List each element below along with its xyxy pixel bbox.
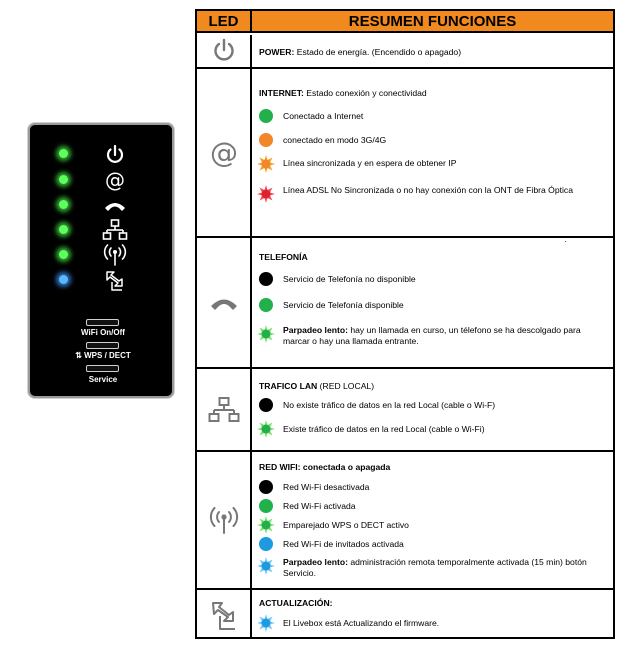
black-led-dot (259, 480, 273, 494)
blue-blinking-led-icon (257, 557, 275, 575)
black-led-dot (259, 272, 273, 286)
svg-text:@: @ (105, 168, 125, 192)
service-button[interactable] (86, 365, 119, 372)
black-led-dot (259, 398, 273, 412)
item-text: No existe tráfico de datos en la red Local (cable o Wi-F) (283, 400, 496, 410)
lan-title (259, 381, 374, 392)
blue-led-dot (259, 537, 273, 551)
item-text: Red Wi-Fi de invitados activada (283, 539, 404, 549)
header-led: LED (197, 11, 252, 33)
wifi-onoff-button[interactable] (86, 319, 119, 326)
power-title-rest: Estado de energía. (Encendido o apagado) (294, 47, 462, 57)
item-text: Red Wi-Fi activada (283, 501, 356, 511)
section-power (197, 35, 613, 69)
power-icon-cell (197, 35, 252, 67)
update-icon (209, 598, 239, 632)
phone-handset-icon (102, 193, 128, 217)
item-text: Existe tráfico de datos en la red Local (cable o Wi-Fi) (283, 424, 485, 434)
section-telefonia (197, 238, 613, 369)
green-led-dot (259, 298, 273, 312)
item-text: Conectado a Internet (283, 111, 364, 121)
internet-title (259, 88, 427, 99)
power-title-bold: POWER: (259, 47, 295, 57)
wifi-antenna-icon (207, 505, 241, 535)
item-text: El Livebox está Actualizando el firmware. (283, 618, 440, 628)
section-lan (197, 369, 613, 452)
wps-dect-label (60, 351, 146, 360)
green-blinking-led-icon (257, 516, 275, 534)
update-icon (102, 268, 128, 292)
green-led-dot (259, 499, 273, 513)
orange-blinking-led-icon (257, 155, 275, 173)
wifi-onoff-label: WiFi On/Off (81, 328, 125, 337)
wifi-antenna-icon (102, 243, 128, 267)
header-functions: RESUMEN FUNCIONES (252, 11, 613, 33)
wifi-title: RED WIFI: conectada o apagada (259, 462, 391, 472)
svg-text:@: @ (209, 136, 238, 169)
orange-led-dot (259, 133, 273, 147)
at-sign-icon (208, 137, 240, 169)
red-blinking-led-icon (257, 185, 275, 203)
telephone-led (59, 200, 68, 209)
item-text: Servicio de Telefonía disponible (283, 300, 404, 310)
service-label: Service (88, 375, 118, 384)
internet-led (59, 175, 68, 184)
item-text: Servicio de Telefonía no disponible (283, 274, 416, 284)
blink-text: administración remota temporalmente activada (15 min) botón Servicio. (283, 557, 587, 578)
phone-handset-icon (209, 292, 239, 314)
internet-title-bold: INTERNET: (259, 88, 304, 98)
stray-mark: · (564, 237, 567, 246)
wps-dect-label-text: WPS / DECT (84, 351, 131, 360)
section-wifi (197, 452, 613, 590)
section-update (197, 590, 613, 639)
blink-text: hay un llamada en curso, un télefono se ha descolgado para marcar o hay una llamada entrante. (283, 325, 581, 346)
power-icon (210, 37, 238, 65)
item-text: Línea ADSL No Sincronizada o no hay conexión con la ONT de Fibra Óptica (283, 185, 573, 195)
section-internet (197, 69, 613, 238)
led-legend-table (195, 9, 615, 639)
lan-icon-cell (197, 369, 252, 450)
blink-label: Parpadeo lento: (283, 325, 348, 335)
network-icon (102, 218, 128, 242)
green-blinking-led-icon (257, 420, 275, 438)
power-title (259, 47, 461, 58)
item-text (283, 325, 607, 347)
lan-title-rest: (RED LOCAL) (317, 381, 375, 391)
item-text: conectado en modo 3G/4G (283, 135, 387, 145)
update-title: ACTUALIZACIÓN: (259, 598, 333, 608)
blink-label: Parpadeo lento: (283, 557, 348, 567)
at-sign-icon (102, 168, 128, 192)
blue-blinking-led-icon (257, 614, 275, 632)
internet-title-rest: Estado conexión y conectividad (303, 88, 427, 98)
power-led (59, 149, 68, 158)
green-blinking-led-icon (257, 325, 275, 343)
wps-dect-button[interactable] (86, 342, 119, 349)
power-icon (102, 143, 128, 167)
internet-icon-cell (197, 69, 252, 236)
item-text: Línea sincronizada y en espera de obtener IP (283, 158, 457, 168)
telefonia-icon-cell (197, 238, 252, 367)
green-led-dot (259, 109, 273, 123)
item-text: Red Wi-Fi desactivada (283, 482, 370, 492)
wifi-icon-cell (197, 452, 252, 588)
telefonia-title: TELEFONÍA (259, 252, 308, 262)
lan-led (59, 225, 68, 234)
sync-icon: ⇅ (75, 351, 85, 360)
wifi-led (59, 250, 68, 259)
lan-title-bold: TRAFICO LAN (259, 381, 318, 391)
item-text (283, 557, 607, 579)
router-led-panel (28, 123, 174, 398)
update-icon-cell (197, 590, 252, 639)
network-icon (208, 396, 240, 424)
item-text: Emparejado WPS o DECT activo (283, 520, 409, 530)
update-led (59, 275, 68, 284)
